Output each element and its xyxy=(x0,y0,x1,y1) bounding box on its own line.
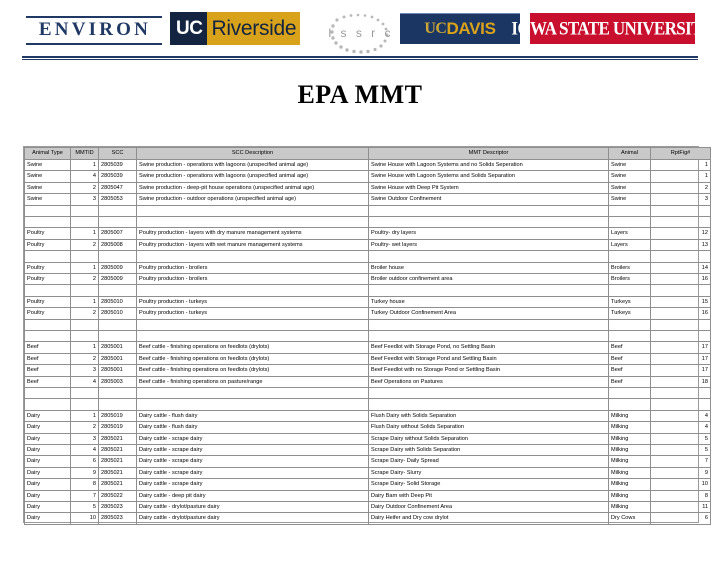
cell-scc: 2805023 xyxy=(99,502,137,513)
cell-animal: Milking xyxy=(609,467,651,478)
cell-animal-type: Swine xyxy=(25,182,71,193)
table-spacer-cell xyxy=(651,205,711,216)
cell-animal: Swine xyxy=(609,182,651,193)
uc-riverside-name-text: Riverside xyxy=(211,16,297,40)
cell-animal: Milking xyxy=(609,490,651,501)
cell-mmt-descriptor: Scrape Dairy- Solid Storage xyxy=(369,479,609,490)
table-row[interactable] xyxy=(25,296,711,307)
table-spacer-cell xyxy=(25,217,71,228)
cell-mmtid: 6 xyxy=(71,456,99,467)
cell-animal: Milking xyxy=(609,445,651,456)
cell-mmt-descriptor: Scrape Dairy- Slurry xyxy=(369,467,609,478)
table-spacer-cell xyxy=(25,331,71,342)
table-row[interactable] xyxy=(25,456,711,467)
cell-scc-description: Poultry production - turkeys xyxy=(137,296,369,307)
table-row[interactable] xyxy=(25,376,711,387)
cell-scc-description: Beef cattle - finishing operations on feedlots (drylots) xyxy=(137,342,369,353)
cell-animal: Dry Cows xyxy=(609,513,651,524)
cell-rptfig: 16 xyxy=(651,274,711,285)
cell-animal-type: Poultry xyxy=(25,239,71,250)
cell-mmt-descriptor: Beef Feedlot with Storage Pond and Settling Basin xyxy=(369,353,609,364)
cell-animal: Milking xyxy=(609,410,651,421)
cell-animal-type: Poultry xyxy=(25,296,71,307)
column-header-scc: SCC xyxy=(99,148,137,160)
uc-davis-logo xyxy=(400,13,520,44)
cell-scc: 2805021 xyxy=(99,433,137,444)
table-spacer-cell xyxy=(609,331,651,342)
iowa-state-logo xyxy=(511,13,714,44)
table-row[interactable] xyxy=(25,239,711,250)
column-header-mmtid: MMTID xyxy=(71,148,99,160)
cell-mmt-descriptor: Swine Outdoor Confinement xyxy=(369,194,609,205)
uc-riverside-uc-text: UC xyxy=(170,12,207,45)
table-spacer-cell xyxy=(99,331,137,342)
table-spacer-row xyxy=(25,285,711,296)
table-row[interactable] xyxy=(25,422,711,433)
cell-animal: Milking xyxy=(609,433,651,444)
cell-rptfig: 8 xyxy=(651,490,711,501)
cell-animal-type: Dairy xyxy=(25,502,71,513)
cell-mmtid: 2 xyxy=(71,182,99,193)
cell-mmt-descriptor: Turkey house xyxy=(369,296,609,307)
table-spacer-cell xyxy=(137,285,369,296)
table-spacer-cell xyxy=(137,399,369,410)
cell-scc: 2805022 xyxy=(99,490,137,501)
cell-scc: 2805021 xyxy=(99,445,137,456)
table-spacer-cell xyxy=(71,251,99,262)
table-spacer-cell xyxy=(71,399,99,410)
cell-scc: 2805053 xyxy=(99,194,137,205)
cell-scc-description: Dairy cattle - flush dairy xyxy=(137,410,369,421)
cell-animal: Layers xyxy=(609,228,651,239)
cell-scc-description: Beef cattle - finishing operations on feedlots (drylots) xyxy=(137,353,369,364)
cell-mmt-descriptor: Beef Feedlot with no Storage Pond or Settling Basin xyxy=(369,365,609,376)
cell-rptfig: 11 xyxy=(651,502,711,513)
cell-mmtid: 2 xyxy=(71,239,99,250)
header-divider-line-top xyxy=(22,56,698,58)
table-spacer-row xyxy=(25,331,711,342)
cell-rptfig: 14 xyxy=(651,262,711,273)
cell-scc-description: Swine production - operations with lagoons (unspecified animal age) xyxy=(137,171,369,182)
table-spacer-cell xyxy=(71,331,99,342)
cell-mmt-descriptor: Swine House with Deep Pit System xyxy=(369,182,609,193)
cell-scc-description: Dairy cattle - scrape dairy xyxy=(137,433,369,444)
table-spacer-cell xyxy=(609,251,651,262)
cell-animal: Broilers xyxy=(609,274,651,285)
cell-mmtid: 2 xyxy=(71,274,99,285)
cell-scc-description: Poultry production - layers with dry manure management systems xyxy=(137,228,369,239)
iowa-state-logo-text: IOWA STATE UNIVERSITY xyxy=(511,17,714,39)
cell-mmtid: 4 xyxy=(71,376,99,387)
table-spacer-cell xyxy=(369,217,609,228)
cell-rptfig: 1 xyxy=(651,171,711,182)
cell-scc-description: Dairy cattle - scrape dairy xyxy=(137,445,369,456)
table-spacer-cell xyxy=(609,217,651,228)
cell-mmtid: 10 xyxy=(71,513,99,524)
table-row[interactable] xyxy=(25,467,711,478)
table-spacer-cell xyxy=(609,205,651,216)
cell-rptfig: 10 xyxy=(651,479,711,490)
cell-scc: 2805039 xyxy=(99,160,137,171)
cell-animal: Milking xyxy=(609,502,651,513)
table-spacer-cell xyxy=(25,388,71,399)
cell-animal-type: Beef xyxy=(25,365,71,376)
table-spacer-cell xyxy=(369,331,609,342)
cell-animal: Beef xyxy=(609,342,651,353)
column-header-rptfig: RptFig# xyxy=(651,148,711,160)
cell-mmt-descriptor: Swine House with Lagoon Systems and Solids Separation xyxy=(369,171,609,182)
uc-davis-name-text: DAVIS xyxy=(446,19,496,38)
table-spacer-cell xyxy=(369,251,609,262)
cell-mmtid: 9 xyxy=(71,467,99,478)
table-row[interactable] xyxy=(25,274,711,285)
cell-animal: Milking xyxy=(609,422,651,433)
page-title: EPA MMT xyxy=(297,80,423,109)
cell-animal: Milking xyxy=(609,479,651,490)
table-row[interactable] xyxy=(25,171,711,182)
table-spacer-cell xyxy=(71,388,99,399)
cell-animal: Beef xyxy=(609,353,651,364)
cell-mmt-descriptor: Beef Operations on Pastures xyxy=(369,376,609,387)
cell-mmtid: 2 xyxy=(71,353,99,364)
table-row[interactable] xyxy=(25,342,711,353)
mmt-table-body xyxy=(25,160,711,525)
table-spacer-cell xyxy=(71,319,99,330)
cell-scc-description: Poultry production - broilers xyxy=(137,274,369,285)
cell-animal-type: Beef xyxy=(25,353,71,364)
table-row[interactable] xyxy=(25,433,711,444)
cell-scc-description: Beef cattle - finishing operations on feedlots (drylots) xyxy=(137,365,369,376)
cell-mmtid: 1 xyxy=(71,262,99,273)
cell-animal: Beef xyxy=(609,365,651,376)
cell-animal-type: Dairy xyxy=(25,456,71,467)
table-spacer-cell xyxy=(25,399,71,410)
table-spacer-cell xyxy=(99,251,137,262)
table-spacer-cell xyxy=(609,399,651,410)
cell-scc-description: Swine production - deep-pit house operations (unspecified animal age) xyxy=(137,182,369,193)
table-row[interactable] xyxy=(25,194,711,205)
environ-logo xyxy=(26,13,162,47)
cell-animal-type: Swine xyxy=(25,160,71,171)
cell-animal: Swine xyxy=(609,171,651,182)
table-spacer-cell xyxy=(369,285,609,296)
mmt-table-container xyxy=(23,146,708,523)
cell-animal-type: Dairy xyxy=(25,467,71,478)
cell-mmtid: 5 xyxy=(71,502,99,513)
cell-scc: 2805021 xyxy=(99,467,137,478)
table-row[interactable] xyxy=(25,160,711,171)
cell-mmtid: 2 xyxy=(71,308,99,319)
table-spacer-cell xyxy=(71,217,99,228)
cell-rptfig: 17 xyxy=(651,353,711,364)
mmt-table-header xyxy=(25,148,711,160)
table-spacer-cell xyxy=(651,285,711,296)
cell-scc: 2805019 xyxy=(99,422,137,433)
table-row[interactable] xyxy=(25,490,711,501)
table-spacer-cell xyxy=(137,251,369,262)
cell-mmtid: 3 xyxy=(71,365,99,376)
table-spacer-cell xyxy=(369,319,609,330)
cell-animal-type: Dairy xyxy=(25,410,71,421)
cell-scc-description: Dairy cattle - scrape dairy xyxy=(137,479,369,490)
cell-mmtid: 4 xyxy=(71,445,99,456)
cell-mmtid: 1 xyxy=(71,410,99,421)
cell-animal: Turkeys xyxy=(609,308,651,319)
cell-scc-description: Dairy cattle - flush dairy xyxy=(137,422,369,433)
table-spacer-cell xyxy=(651,388,711,399)
table-spacer-row xyxy=(25,319,711,330)
cell-scc: 2805019 xyxy=(99,410,137,421)
table-spacer-cell xyxy=(609,388,651,399)
cell-scc-description: Dairy cattle - drylot/pasture dairy xyxy=(137,502,369,513)
partner-logo-bar xyxy=(0,10,720,52)
cell-scc: 2805009 xyxy=(99,274,137,285)
cell-animal-type: Swine xyxy=(25,194,71,205)
environ-rule-bottom xyxy=(26,43,162,45)
cell-animal-type: Poultry xyxy=(25,228,71,239)
mmt-table xyxy=(24,147,711,525)
cell-rptfig: 18 xyxy=(651,376,711,387)
cell-animal-type: Poultry xyxy=(25,308,71,319)
cell-mmt-descriptor: Poultry- wet layers xyxy=(369,239,609,250)
cell-mmt-descriptor: Flush Dairy without Solids Separation xyxy=(369,422,609,433)
uc-davis-uc-text: UC xyxy=(424,20,447,37)
table-spacer-cell xyxy=(99,217,137,228)
table-spacer-cell xyxy=(369,388,609,399)
cell-animal: Beef xyxy=(609,376,651,387)
table-spacer-row xyxy=(25,205,711,216)
table-spacer-cell xyxy=(99,319,137,330)
cell-scc-description: Dairy cattle - deep pit dairy xyxy=(137,490,369,501)
table-row[interactable] xyxy=(25,353,711,364)
cell-scc: 2805047 xyxy=(99,182,137,193)
environ-logo-text: ENVIRON xyxy=(38,18,152,40)
table-row[interactable] xyxy=(25,365,711,376)
table-row[interactable] xyxy=(25,513,711,524)
cell-mmtid: 7 xyxy=(71,490,99,501)
cell-animal-type: Swine xyxy=(25,171,71,182)
table-header-row xyxy=(25,148,711,160)
cell-rptfig: 4 xyxy=(651,410,711,421)
lssrc-logo-text: l s s r c xyxy=(328,26,394,40)
cell-animal-type: Dairy xyxy=(25,422,71,433)
table-spacer-cell xyxy=(137,205,369,216)
cell-scc-description: Dairy cattle - drylot/pasture dairy xyxy=(137,513,369,524)
table-spacer-cell xyxy=(369,399,609,410)
table-row[interactable] xyxy=(25,502,711,513)
table-row[interactable] xyxy=(25,182,711,193)
cell-mmtid: 1 xyxy=(71,160,99,171)
cell-rptfig: 5 xyxy=(651,445,711,456)
table-spacer-cell xyxy=(137,217,369,228)
cell-rptfig: 9 xyxy=(651,467,711,478)
cell-animal: Layers xyxy=(609,239,651,250)
cell-scc: 2805003 xyxy=(99,376,137,387)
cell-mmtid: 2 xyxy=(71,422,99,433)
cell-mmtid: 4 xyxy=(71,171,99,182)
table-spacer-cell xyxy=(137,388,369,399)
column-header-animal-type: Animal Type xyxy=(25,148,71,160)
uc-riverside-logo xyxy=(170,12,300,45)
cell-animal-type: Dairy xyxy=(25,445,71,456)
cell-animal: Broilers xyxy=(609,262,651,273)
table-spacer-row xyxy=(25,399,711,410)
cell-rptfig: 3 xyxy=(651,194,711,205)
cell-animal-type: Dairy xyxy=(25,479,71,490)
cell-mmtid: 3 xyxy=(71,433,99,444)
cell-mmt-descriptor: Flush Dairy with Solids Separation xyxy=(369,410,609,421)
cell-scc: 2805039 xyxy=(99,171,137,182)
table-row[interactable] xyxy=(25,228,711,239)
table-spacer-cell xyxy=(651,217,711,228)
table-spacer-cell xyxy=(71,205,99,216)
cell-scc-description: Swine production - operations with lagoons (unspecified animal age) xyxy=(137,160,369,171)
lssrc-logo xyxy=(312,10,408,56)
cell-mmt-descriptor: Scrape Dairy- Daily Spread xyxy=(369,456,609,467)
cell-animal: Swine xyxy=(609,194,651,205)
table-row[interactable] xyxy=(25,262,711,273)
cell-mmtid: 1 xyxy=(71,296,99,307)
cell-rptfig: 17 xyxy=(651,342,711,353)
table-spacer-cell xyxy=(137,331,369,342)
table-spacer-cell xyxy=(25,285,71,296)
cell-scc: 2805010 xyxy=(99,296,137,307)
table-spacer-cell xyxy=(651,251,711,262)
cell-rptfig: 2 xyxy=(651,182,711,193)
table-spacer-cell xyxy=(99,388,137,399)
table-spacer-cell xyxy=(651,399,711,410)
cell-mmt-descriptor: Poultry- dry layers xyxy=(369,228,609,239)
cell-rptfig: 4 xyxy=(651,422,711,433)
cell-scc-description: Dairy cattle - scrape dairy xyxy=(137,456,369,467)
table-row[interactable] xyxy=(25,410,711,421)
cell-animal-type: Poultry xyxy=(25,262,71,273)
table-spacer-cell xyxy=(25,205,71,216)
table-spacer-cell xyxy=(25,319,71,330)
cell-mmt-descriptor: Dairy Heifer and Dry cow drylot xyxy=(369,513,609,524)
header-divider xyxy=(22,56,698,60)
table-spacer-cell xyxy=(651,331,711,342)
cell-animal-type: Dairy xyxy=(25,513,71,524)
cell-scc-description: Poultry production - broilers xyxy=(137,262,369,273)
table-spacer-cell xyxy=(71,285,99,296)
cell-animal: Milking xyxy=(609,456,651,467)
cell-mmt-descriptor: Scrape Dairy without Solids Separation xyxy=(369,433,609,444)
table-spacer-cell xyxy=(651,319,711,330)
cell-mmt-descriptor: Swine House with Lagoon Systems and no Solids Seperation xyxy=(369,160,609,171)
cell-rptfig: 16 xyxy=(651,308,711,319)
cell-scc: 2805001 xyxy=(99,365,137,376)
cell-animal-type: Dairy xyxy=(25,490,71,501)
cell-mmt-descriptor: Broiler outdoor confinement area xyxy=(369,274,609,285)
cell-scc-description: Poultry production - layers with wet manure management systems xyxy=(137,239,369,250)
cell-mmtid: 1 xyxy=(71,342,99,353)
table-spacer-cell xyxy=(609,285,651,296)
cell-mmt-descriptor: Dairy Outdoor Confinement Area xyxy=(369,502,609,513)
cell-animal-type: Beef xyxy=(25,376,71,387)
cell-scc: 2805007 xyxy=(99,228,137,239)
cell-animal: Turkeys xyxy=(609,296,651,307)
cell-rptfig: 15 xyxy=(651,296,711,307)
cell-scc-description: Dairy cattle - scrape dairy xyxy=(137,467,369,478)
cell-rptfig: 5 xyxy=(651,433,711,444)
cell-rptfig: 13 xyxy=(651,239,711,250)
table-spacer-cell xyxy=(99,205,137,216)
cell-scc-description: Beef cattle - finishing operations on pasture/range xyxy=(137,376,369,387)
cell-scc: 2805010 xyxy=(99,308,137,319)
cell-mmtid: 1 xyxy=(71,228,99,239)
table-spacer-row xyxy=(25,251,711,262)
cell-animal: Swine xyxy=(609,160,651,171)
cell-scc-description: Swine production - outdoor operations (unspecified animal age) xyxy=(137,194,369,205)
cell-scc: 2805001 xyxy=(99,342,137,353)
cell-mmt-descriptor: Turkey Outdoor Confinement Area xyxy=(369,308,609,319)
cell-scc: 2805008 xyxy=(99,239,137,250)
cell-mmt-descriptor: Dairy Barn with Deep Pit xyxy=(369,490,609,501)
cell-rptfig: 6 xyxy=(651,513,711,524)
table-row[interactable] xyxy=(25,308,711,319)
cell-scc: 2805001 xyxy=(99,353,137,364)
cell-rptfig: 7 xyxy=(651,456,711,467)
header-divider-line-bottom xyxy=(22,59,698,60)
cell-scc: 2805021 xyxy=(99,479,137,490)
table-spacer-cell xyxy=(137,319,369,330)
cell-scc: 2805021 xyxy=(99,456,137,467)
cell-scc-description: Poultry production - turkeys xyxy=(137,308,369,319)
table-row[interactable] xyxy=(25,479,711,490)
table-spacer-cell xyxy=(99,285,137,296)
column-header-scc-description: SCC Description xyxy=(137,148,369,160)
cell-mmt-descriptor: Beef Feedlot with Storage Pond, no Settling Basin xyxy=(369,342,609,353)
cell-animal-type: Poultry xyxy=(25,274,71,285)
cell-rptfig: 1 xyxy=(651,160,711,171)
cell-mmtid: 3 xyxy=(71,194,99,205)
cell-mmtid: 8 xyxy=(71,479,99,490)
cell-animal-type: Dairy xyxy=(25,433,71,444)
cell-scc: 2805009 xyxy=(99,262,137,273)
cell-animal-type: Beef xyxy=(25,342,71,353)
column-header-mmt-descriptor: MMT Descriptor xyxy=(369,148,609,160)
column-header-animal: Animal xyxy=(609,148,651,160)
cell-scc: 2805023 xyxy=(99,513,137,524)
cell-rptfig: 17 xyxy=(651,365,711,376)
cell-mmt-descriptor: Scrape Dairy with Solids Separation xyxy=(369,445,609,456)
cell-mmt-descriptor: Broiler house xyxy=(369,262,609,273)
cell-rptfig: 12 xyxy=(651,228,711,239)
table-spacer-cell xyxy=(369,205,609,216)
table-spacer-cell xyxy=(609,319,651,330)
table-spacer-cell xyxy=(25,251,71,262)
table-spacer-row xyxy=(25,217,711,228)
table-row[interactable] xyxy=(25,445,711,456)
table-spacer-cell xyxy=(99,399,137,410)
table-spacer-row xyxy=(25,388,711,399)
